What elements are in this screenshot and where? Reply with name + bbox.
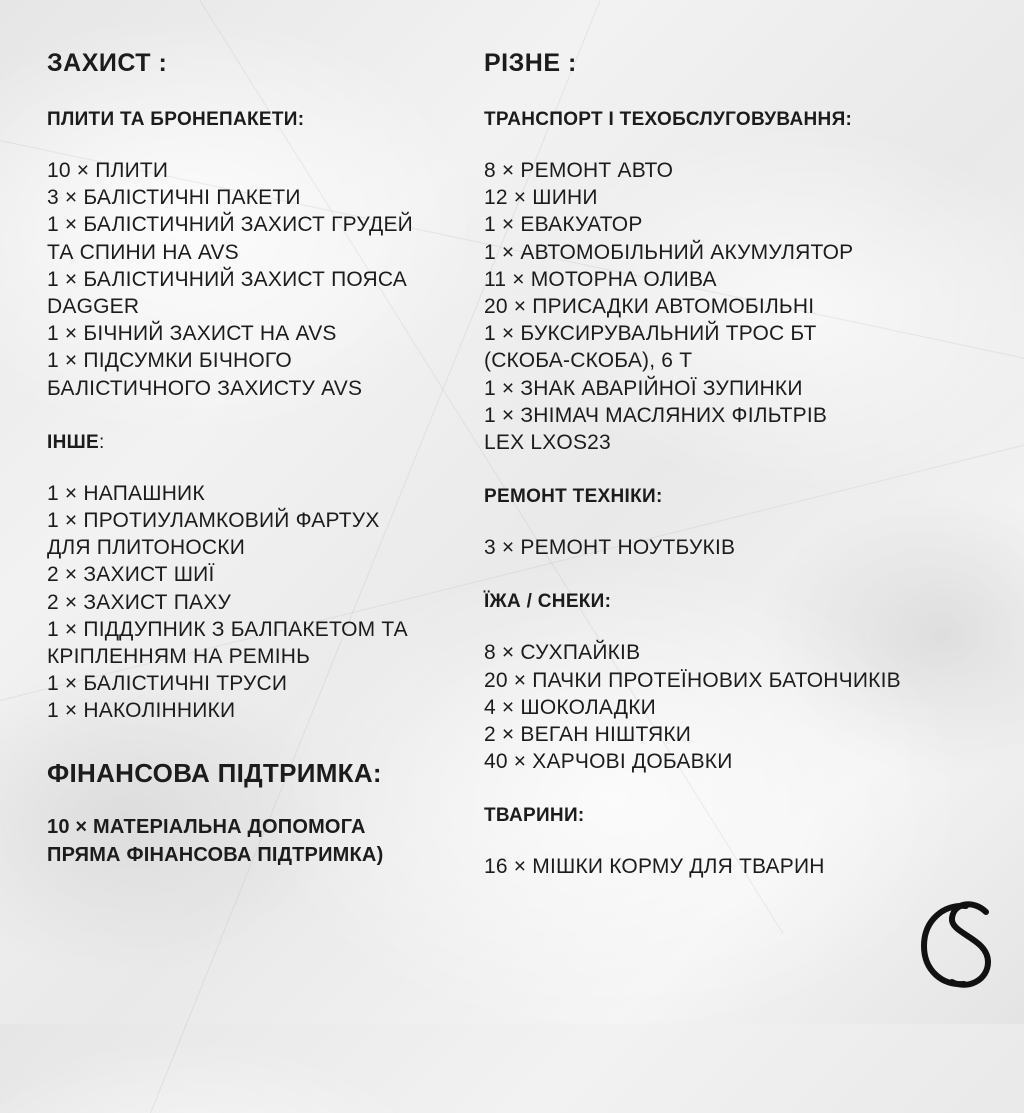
list-item: 1 × БІЧНИЙ ЗАХИСТ НА AVS	[47, 322, 337, 346]
food-list	[484, 639, 984, 775]
list-item: 8 × РЕМОНТ АВТО	[484, 159, 674, 182]
list-item: 1 × НАПАШНИК	[47, 481, 205, 505]
list-item: 12 × ШИНИ	[484, 186, 598, 210]
list-item: КРІПЛЕННЯМ НА РЕМІНЬ	[47, 645, 311, 669]
list-item: 40 × ХАРЧОВІ ДОБАВКИ	[484, 750, 733, 774]
list-item: 4 × ШОКОЛАДКИ	[484, 695, 656, 719]
plates-title: ПЛИТИ ТА БРОНЕПАКЕТИ:	[47, 109, 305, 130]
list-item: 1 × НАКОЛІННИКИ	[47, 699, 236, 723]
list-item: 2 × ЗАХИСТ ШИЇ	[47, 563, 215, 587]
transport-title: ТРАНСПОРТ І ТЕХОБСЛУГОВУВАННЯ:	[484, 109, 853, 130]
cs-monogram-logo-icon	[914, 896, 998, 992]
list-item: 2 × ВЕГАН НІШТЯКИ	[484, 723, 692, 747]
misc-title: РІЗНЕ :	[484, 49, 577, 77]
food-title: ЇЖА / СНЕКИ:	[484, 591, 612, 613]
list-item: 1 × ПІДСУМКИ БІЧНОГО	[47, 349, 292, 373]
list-item: 1 × ПРОТИУЛАМКОВИЙ ФАРТУХ	[47, 509, 380, 533]
financial-title: ФІНАНСОВА ПІДТРИМКА:	[47, 757, 382, 788]
list-item: 1 × ЗНІМАЧ МАСЛЯНИХ ФІЛЬТРІВ	[484, 403, 828, 427]
list-item: 10 × ПЛИТИ	[47, 159, 169, 182]
transport-list	[484, 157, 984, 456]
other-title-text: ІНШЕ	[47, 431, 99, 453]
list-item: 10 × МАТЕРІАЛЬНА ДОПОМОГА	[47, 815, 366, 838]
list-item: 1 × БАЛІСТИЧНИЙ ЗАХИСТ ГРУДЕЙ	[47, 213, 413, 237]
list-item: (СКОБА-СКОБА), 6 Т	[484, 349, 693, 373]
animals-title: ТВАРИНИ:	[484, 805, 585, 827]
list-item: 3 × РЕМОНТ НОУТБУКІВ	[484, 536, 736, 560]
list-item: 1 × ЗНАК АВАРІЙНОЇ ЗУПИНКИ	[484, 376, 803, 400]
list-item: 1 × ЕВАКУАТОР	[484, 213, 643, 237]
list-item: 20 × ПРИСАДКИ АВТОМОБІЛЬНІ	[484, 295, 815, 319]
animals-list	[484, 853, 984, 880]
other-title-colon: :	[98, 431, 105, 453]
other-list	[47, 480, 467, 725]
list-item: 1 × АВТОМОБІЛЬНИЙ АКУМУЛЯТОР	[484, 240, 854, 264]
list-item: 1 × ПІДДУПНИК З БАЛПАКЕТОМ ТА	[47, 617, 408, 641]
right-column	[484, 47, 984, 881]
list-item: DAGGER	[47, 295, 140, 319]
list-item: 11 × МОТОРНА ОЛИВА	[484, 267, 717, 291]
plates-list	[47, 157, 467, 402]
list-item: 1 × БУКСИРУВАЛЬНИЙ ТРОС БТ	[484, 322, 817, 346]
repair-title: РЕМОНТ ТЕХНІКИ:	[484, 486, 663, 508]
other-title	[47, 430, 467, 456]
repair-list	[484, 534, 984, 561]
list-item: 1 × БАЛІСТИЧНІ ТРУСИ	[47, 672, 288, 696]
list-item: 3 × БАЛІСТИЧНІ ПАКЕТИ	[47, 186, 301, 210]
list-item: 8 × СУХПАЙКІВ	[484, 641, 641, 665]
list-item: 20 × ПАЧКИ ПРОТЕЇНОВИХ БАТОНЧИКІВ	[484, 668, 901, 692]
list-item: БАЛІСТИЧНОГО ЗАХИСТУ AVS	[47, 376, 363, 400]
list-item: ПРЯМА ФІНАНСОВА ПІДТРИМКА)	[47, 843, 384, 866]
list-item: ТА СПИНИ НА AVS	[47, 240, 239, 264]
list-item: LEX LXOS23	[484, 431, 611, 455]
list-item: 16 × МІШКИ КОРМУ ДЛЯ ТВАРИН	[484, 855, 825, 879]
list-item: 1 × БАЛІСТИЧНИЙ ЗАХИСТ ПОЯСА	[47, 267, 407, 291]
list-item: 2 × ЗАХИСТ ПАХУ	[47, 590, 231, 614]
list-item: ДЛЯ ПЛИТОНОСКИ	[47, 536, 245, 560]
financial-list	[47, 813, 467, 869]
protection-title: ЗАХИСТ :	[47, 49, 168, 77]
left-column	[47, 47, 467, 869]
